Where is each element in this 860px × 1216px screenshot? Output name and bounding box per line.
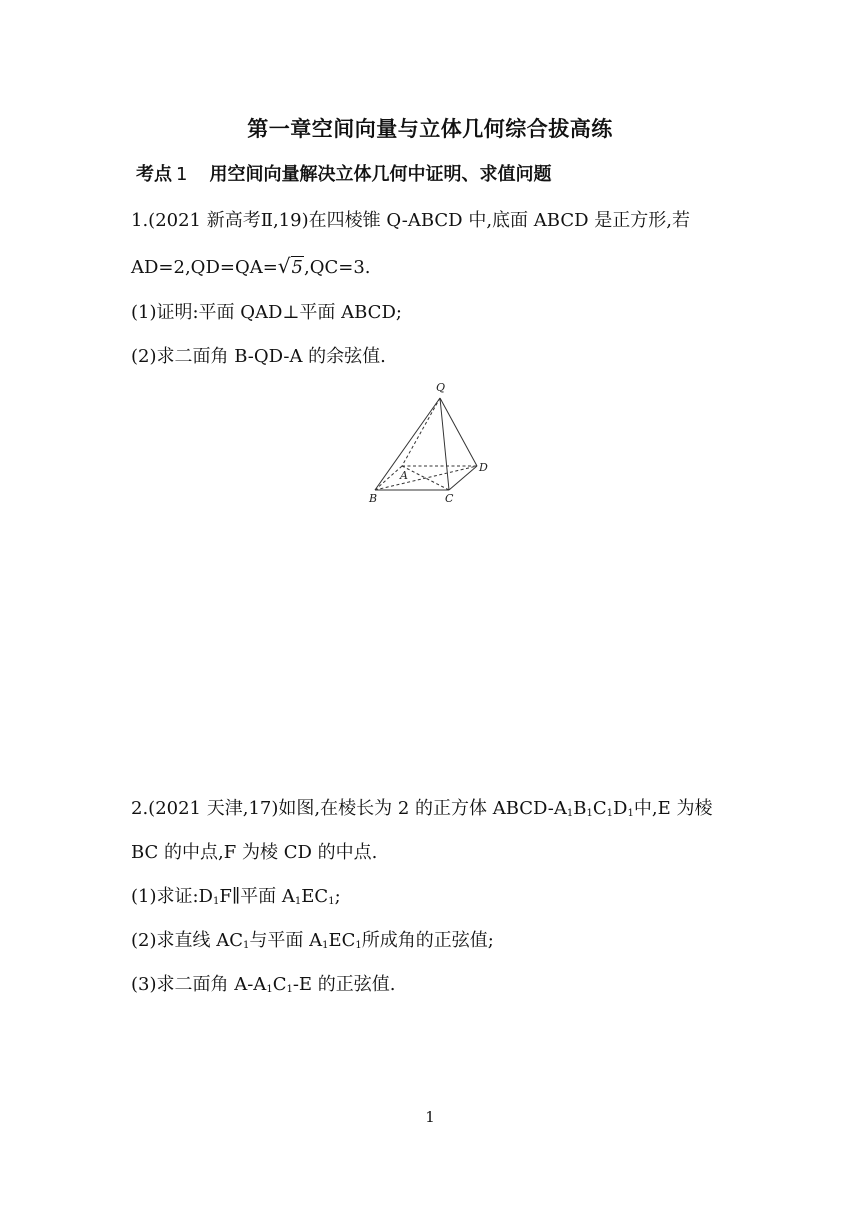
problem2-text: EC — [301, 886, 329, 907]
label-B: B — [369, 492, 378, 505]
diagonal-BD — [375, 466, 477, 490]
label-C: C — [445, 492, 454, 505]
label-Q: Q — [436, 381, 446, 394]
problem2-text: (1)求证:D — [131, 886, 213, 907]
problem2-text: 中,E 为棱 — [633, 798, 713, 819]
problem2-text: C — [272, 974, 287, 995]
sqrt-expression — [278, 254, 304, 278]
subscript: 1 — [606, 808, 614, 819]
subscript: 1 — [286, 984, 293, 995]
problem1-part1: (1)证明:平面 QAD⊥平面 ABCD; — [131, 302, 402, 323]
subscript: 1 — [322, 940, 329, 951]
problem2-text: C — [592, 798, 607, 819]
problem2-text: (3)求二面角 A-A — [131, 974, 267, 995]
problem1-part2: (2)求二面角 B-QD-A 的余弦值. — [131, 346, 386, 367]
subscript: 1 — [213, 896, 220, 907]
problem1-line2 — [131, 254, 371, 278]
sqrt-symbol: √ — [277, 254, 291, 278]
section-number: 1 — [176, 164, 188, 185]
sqrt-value: 5 — [291, 257, 303, 278]
problem2-text: F∥平面 A — [219, 886, 295, 907]
problem2-text: EC — [328, 930, 356, 951]
pyramid-diagram — [365, 378, 495, 508]
label-A: A — [400, 469, 408, 482]
label-D: D — [479, 461, 488, 474]
problem2-line2: BC 的中点,F 为棱 CD 的中点. — [131, 842, 378, 863]
subscript: 1 — [294, 896, 302, 907]
problem2-text: 2.(2021 天津,17)如图,在棱长为 2 的正方体 ABCD-A — [131, 798, 567, 819]
problem2-text: D — [613, 798, 628, 819]
pyramid-figure — [365, 378, 495, 508]
subscript: 1 — [355, 940, 362, 951]
problem2-text: ; — [334, 886, 341, 907]
subscript: 1 — [328, 896, 335, 907]
section-prefix: 考点 — [136, 164, 172, 185]
problem2-text: 所成角的正弦值; — [361, 930, 494, 951]
problem1-line1: 1.(2021 新高考Ⅱ,19)在四棱锥 Q-ABCD 中,底面 ABCD 是正方形,若 — [131, 210, 690, 231]
edge-QA — [402, 398, 440, 466]
problem2-part1 — [131, 882, 341, 908]
problem1-conditions: AD=2,QD=QA= — [131, 257, 278, 278]
section-text: 用空间向量解决立体几何中证明、求值问题 — [209, 164, 552, 185]
problem1-conditions-end: ,QC=3. — [304, 257, 371, 278]
page-number: 1 — [425, 1108, 435, 1126]
problem2-text: -E 的正弦值. — [292, 974, 396, 995]
problem2-part2 — [131, 926, 494, 952]
problem2-text: B — [573, 798, 587, 819]
problem2-line1 — [131, 794, 712, 820]
problem2-part3 — [131, 970, 396, 996]
subscript: 1 — [266, 984, 273, 995]
subscript: 1 — [566, 808, 574, 819]
subscript: 1 — [627, 808, 634, 819]
subscript: 1 — [586, 808, 593, 819]
problem2-text: 与平面 A — [249, 930, 323, 951]
page-title: 第一章空间向量与立体几何综合拔高练 — [247, 117, 613, 141]
section-heading — [136, 160, 551, 186]
problem2-text: (2)求直线 AC — [131, 930, 243, 951]
subscript: 1 — [243, 940, 250, 951]
